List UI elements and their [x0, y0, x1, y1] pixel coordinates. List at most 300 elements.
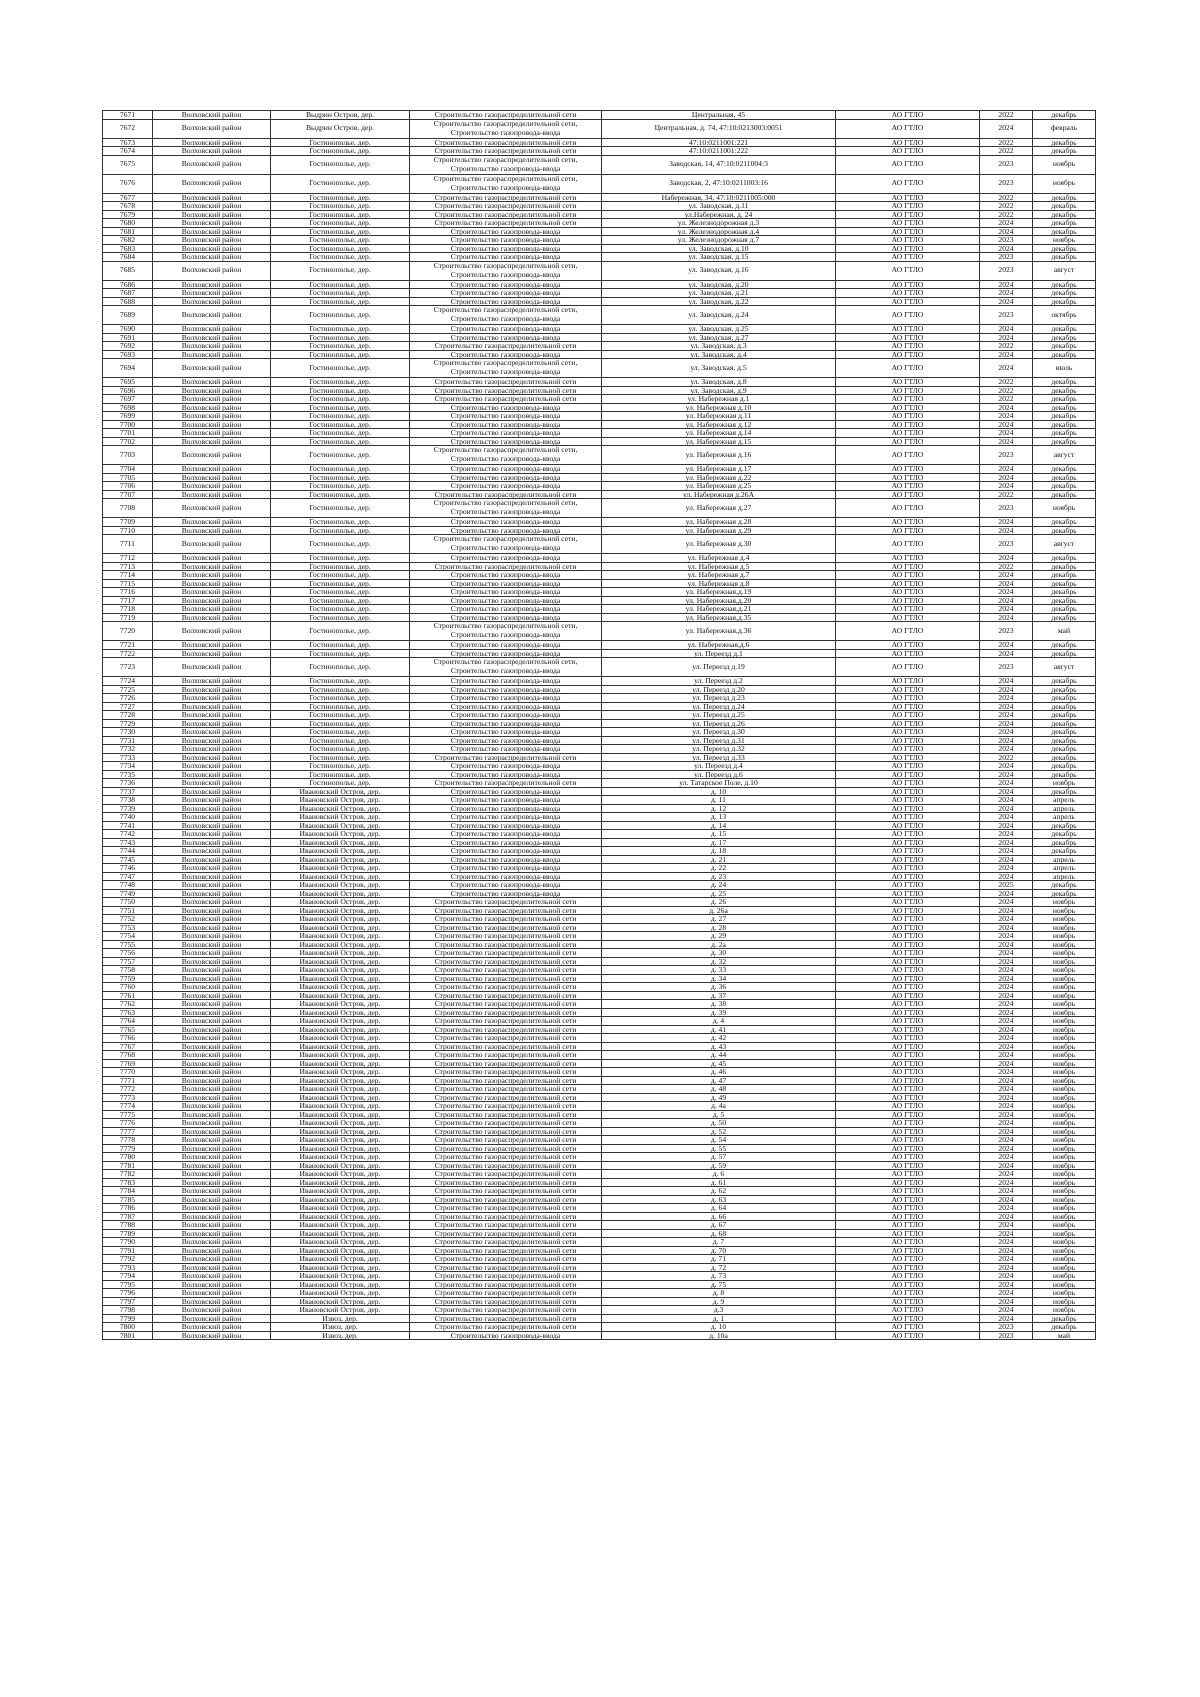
- address-cell: ул. Заводская, д.15: [602, 253, 836, 262]
- settlement-cell: Гостинополье, дер.: [271, 403, 410, 412]
- district-cell: Волховский район: [153, 949, 271, 958]
- month-cell: ноябрь: [1033, 1136, 1096, 1145]
- address-cell: ул. Заводская, д.9: [602, 386, 836, 395]
- month-cell: апрель: [1033, 872, 1096, 881]
- table-row: [103, 1161, 1096, 1170]
- row-number-cell: 7687: [103, 289, 153, 298]
- address-cell: ул. Переезд д.33: [602, 753, 836, 762]
- row-number-cell: 7690: [103, 325, 153, 334]
- work-type-cell: Строительство газораспределительной сети, Строительство газопровода-ввода: [410, 261, 602, 280]
- contractor-cell: АО ГТЛО: [836, 728, 980, 737]
- year-cell: 2024: [980, 1025, 1033, 1034]
- month-cell: август: [1033, 446, 1096, 465]
- contractor-cell: АО ГТЛО: [836, 1238, 980, 1247]
- contractor-cell: АО ГТЛО: [836, 1136, 980, 1145]
- month-cell: декабрь: [1033, 1314, 1096, 1323]
- contractor-cell: АО ГТЛО: [836, 526, 980, 535]
- district-cell: Волховский район: [153, 1178, 271, 1187]
- district-cell: Волховский район: [153, 1144, 271, 1153]
- district-cell: Волховский район: [153, 1314, 271, 1323]
- district-cell: Волховский район: [153, 1042, 271, 1051]
- month-cell: ноябрь: [1033, 1110, 1096, 1119]
- row-number-cell: 7768: [103, 1051, 153, 1060]
- district-cell: Волховский район: [153, 1187, 271, 1196]
- table-row: [103, 378, 1096, 387]
- work-type-cell: Строительство газораспределительной сети: [410, 138, 602, 147]
- table-row: [103, 111, 1096, 120]
- address-cell: д. 36: [602, 983, 836, 992]
- district-cell: Волховский район: [153, 535, 271, 554]
- table-row: [103, 244, 1096, 253]
- month-cell: декабрь: [1033, 685, 1096, 694]
- settlement-cell: Гостинополье, дер.: [271, 395, 410, 404]
- district-cell: Волховский район: [153, 898, 271, 907]
- year-cell: 2024: [980, 1255, 1033, 1264]
- contractor-cell: АО ГТЛО: [836, 719, 980, 728]
- month-cell: апрель: [1033, 864, 1096, 873]
- contractor-cell: АО ГТЛО: [836, 694, 980, 703]
- row-number-cell: 7781: [103, 1161, 153, 1170]
- district-cell: Волховский район: [153, 1204, 271, 1213]
- contractor-cell: АО ГТЛО: [836, 535, 980, 554]
- settlement-cell: Ивановский Остров, дер.: [271, 949, 410, 958]
- month-cell: ноябрь: [1033, 1127, 1096, 1136]
- row-number-cell: 7708: [103, 499, 153, 518]
- month-cell: декабрь: [1033, 342, 1096, 351]
- address-cell: ул. Переезд д.31: [602, 736, 836, 745]
- table-row: [103, 482, 1096, 491]
- contractor-cell: АО ГТЛО: [836, 1034, 980, 1043]
- table-row: [103, 403, 1096, 412]
- month-cell: декабрь: [1033, 210, 1096, 219]
- year-cell: 2024: [980, 838, 1033, 847]
- address-cell: д. 73: [602, 1272, 836, 1281]
- contractor-cell: АО ГТЛО: [836, 1289, 980, 1298]
- address-cell: д. 4: [602, 1017, 836, 1026]
- work-type-cell: Строительство газопровода-ввода: [410, 333, 602, 342]
- contractor-cell: АО ГТЛО: [836, 202, 980, 211]
- year-cell: 2024: [980, 1127, 1033, 1136]
- contractor-cell: АО ГТЛО: [836, 350, 980, 359]
- month-cell: ноябрь: [1033, 898, 1096, 907]
- address-cell: 47:10:0211001:222: [602, 147, 836, 156]
- month-cell: декабрь: [1033, 762, 1096, 771]
- year-cell: 2024: [980, 280, 1033, 289]
- year-cell: 2022: [980, 138, 1033, 147]
- settlement-cell: Гостинополье, дер.: [271, 227, 410, 236]
- month-cell: декабрь: [1033, 847, 1096, 856]
- work-type-cell: Строительство газораспределительной сети: [410, 983, 602, 992]
- table-row: [103, 787, 1096, 796]
- work-type-cell: Строительство газораспределительной сети: [410, 219, 602, 228]
- address-cell: ул. Заводская, д.5: [602, 359, 836, 378]
- row-number-cell: 7706: [103, 482, 153, 491]
- month-cell: декабрь: [1033, 711, 1096, 720]
- work-type-cell: Строительство газопровода-ввода: [410, 694, 602, 703]
- table-row: [103, 465, 1096, 474]
- contractor-cell: АО ГТЛО: [836, 236, 980, 245]
- year-cell: 2024: [980, 694, 1033, 703]
- contractor-cell: АО ГТЛО: [836, 473, 980, 482]
- address-cell: д. 55: [602, 1144, 836, 1153]
- work-type-cell: Строительство газопровода-ввода: [410, 711, 602, 720]
- row-number-cell: 7767: [103, 1042, 153, 1051]
- settlement-cell: Ивановский Остров, дер.: [271, 1119, 410, 1128]
- address-cell: д. 49: [602, 1093, 836, 1102]
- settlement-cell: Ивановский Остров, дер.: [271, 830, 410, 839]
- work-type-cell: Строительство газораспределительной сети: [410, 1034, 602, 1043]
- contractor-cell: АО ГТЛО: [836, 821, 980, 830]
- month-cell: август: [1033, 658, 1096, 677]
- address-cell: д.3: [602, 1306, 836, 1315]
- work-type-cell: Строительство газопровода-ввода: [410, 649, 602, 658]
- table-row: [103, 728, 1096, 737]
- settlement-cell: Гостинополье, дер.: [271, 202, 410, 211]
- work-type-cell: Строительство газораспределительной сети: [410, 1306, 602, 1315]
- work-type-cell: Строительство газопровода-ввода: [410, 420, 602, 429]
- district-cell: Волховский район: [153, 499, 271, 518]
- settlement-cell: Ивановский Остров, дер.: [271, 847, 410, 856]
- work-type-cell: Строительство газопровода-ввода: [410, 821, 602, 830]
- district-cell: Волховский район: [153, 983, 271, 992]
- month-cell: апрель: [1033, 796, 1096, 805]
- row-number-cell: 7695: [103, 378, 153, 387]
- district-cell: Волховский район: [153, 838, 271, 847]
- district-cell: Волховский район: [153, 779, 271, 788]
- district-cell: Волховский район: [153, 280, 271, 289]
- contractor-cell: АО ГТЛО: [836, 804, 980, 813]
- address-cell: д. 68: [602, 1229, 836, 1238]
- district-cell: Волховский район: [153, 991, 271, 1000]
- month-cell: ноябрь: [1033, 1272, 1096, 1281]
- contractor-cell: АО ГТЛО: [836, 155, 980, 174]
- table-row: [103, 386, 1096, 395]
- table-row: [103, 579, 1096, 588]
- month-cell: декабрь: [1033, 420, 1096, 429]
- district-cell: Волховский район: [153, 306, 271, 325]
- settlement-cell: Гостинополье, дер.: [271, 694, 410, 703]
- settlement-cell: Ивановский Остров, дер.: [271, 966, 410, 975]
- district-cell: Волховский район: [153, 770, 271, 779]
- table-row: [103, 804, 1096, 813]
- address-cell: ул. Татарское Поле, д.10: [602, 779, 836, 788]
- address-cell: д. 10: [602, 787, 836, 796]
- row-number-cell: 7717: [103, 596, 153, 605]
- work-type-cell: Строительство газопровода-ввода: [410, 473, 602, 482]
- settlement-cell: Гостинополье, дер.: [271, 711, 410, 720]
- contractor-cell: АО ГТЛО: [836, 333, 980, 342]
- month-cell: ноябрь: [1033, 1008, 1096, 1017]
- work-type-cell: Строительство газораспределительной сети: [410, 490, 602, 499]
- district-cell: Волховский район: [153, 605, 271, 614]
- address-cell: д. 44: [602, 1051, 836, 1060]
- table-row: [103, 490, 1096, 499]
- contractor-cell: АО ГТЛО: [836, 753, 980, 762]
- settlement-cell: Ивановский Остров, дер.: [271, 1017, 410, 1026]
- month-cell: май: [1033, 622, 1096, 641]
- address-cell: ул. Заводская, д.4: [602, 350, 836, 359]
- month-cell: декабрь: [1033, 289, 1096, 298]
- district-cell: Волховский район: [153, 562, 271, 571]
- year-cell: 2024: [980, 420, 1033, 429]
- district-cell: Волховский район: [153, 526, 271, 535]
- settlement-cell: Гостинополье, дер.: [271, 562, 410, 571]
- table-row: [103, 596, 1096, 605]
- district-cell: Волховский район: [153, 473, 271, 482]
- settlement-cell: Гостинополье, дер.: [271, 306, 410, 325]
- work-type-cell: Строительство газораспределительной сети: [410, 111, 602, 120]
- district-cell: Волховский район: [153, 342, 271, 351]
- address-cell: д. 67: [602, 1221, 836, 1230]
- table-row: [103, 155, 1096, 174]
- row-number-cell: 7711: [103, 535, 153, 554]
- work-type-cell: Строительство газопровода-ввода: [410, 280, 602, 289]
- work-type-cell: Строительство газопровода-ввода: [410, 838, 602, 847]
- year-cell: 2024: [980, 1093, 1033, 1102]
- contractor-cell: АО ГТЛО: [836, 261, 980, 280]
- settlement-cell: Ивановский Остров, дер.: [271, 881, 410, 890]
- address-cell: д. 5: [602, 1110, 836, 1119]
- table-row: [103, 1221, 1096, 1230]
- work-type-cell: Строительство газораспределительной сети: [410, 923, 602, 932]
- settlement-cell: Ивановский Остров, дер.: [271, 1034, 410, 1043]
- year-cell: 2024: [980, 762, 1033, 771]
- table-row: [103, 1008, 1096, 1017]
- address-cell: д. 10: [602, 1323, 836, 1332]
- contractor-cell: АО ГТЛО: [836, 855, 980, 864]
- year-cell: 2023: [980, 236, 1033, 245]
- work-type-cell: Строительство газораспределительной сети: [410, 1008, 602, 1017]
- settlement-cell: Ивановский Остров, дер.: [271, 957, 410, 966]
- table-row: [103, 350, 1096, 359]
- row-number-cell: 7728: [103, 711, 153, 720]
- contractor-cell: АО ГТЛО: [836, 1195, 980, 1204]
- year-cell: 2024: [980, 1161, 1033, 1170]
- year-cell: 2024: [980, 677, 1033, 686]
- district-cell: Волховский район: [153, 915, 271, 924]
- month-cell: ноябрь: [1033, 915, 1096, 924]
- month-cell: ноябрь: [1033, 949, 1096, 958]
- settlement-cell: Ивановский Остров, дер.: [271, 1051, 410, 1060]
- row-number-cell: 7778: [103, 1136, 153, 1145]
- table-row: [103, 1059, 1096, 1068]
- row-number-cell: 7772: [103, 1085, 153, 1094]
- settlement-cell: Ивановский Остров, дер.: [271, 796, 410, 805]
- address-cell: д. 39: [602, 1008, 836, 1017]
- month-cell: август: [1033, 261, 1096, 280]
- district-cell: Волховский район: [153, 847, 271, 856]
- district-cell: Волховский район: [153, 1272, 271, 1281]
- address-cell: ул. Набережная д.30: [602, 535, 836, 554]
- row-number-cell: 7727: [103, 702, 153, 711]
- district-cell: Волховский район: [153, 932, 271, 941]
- row-number-cell: 7799: [103, 1314, 153, 1323]
- district-cell: Волховский район: [153, 210, 271, 219]
- contractor-cell: АО ГТЛО: [836, 1059, 980, 1068]
- address-cell: д. 17: [602, 838, 836, 847]
- row-number-cell: 7688: [103, 297, 153, 306]
- settlement-cell: Ивановский Остров, дер.: [271, 940, 410, 949]
- row-number-cell: 7797: [103, 1297, 153, 1306]
- address-cell: ул. Переезд д.25: [602, 711, 836, 720]
- row-number-cell: 7729: [103, 719, 153, 728]
- month-cell: декабрь: [1033, 745, 1096, 754]
- table-row: [103, 554, 1096, 563]
- work-type-cell: Строительство газораспределительной сети: [410, 1212, 602, 1221]
- month-cell: декабрь: [1033, 830, 1096, 839]
- table-row: [103, 983, 1096, 992]
- work-type-cell: Строительство газораспределительной сети, Строительство газопровода-ввода: [410, 499, 602, 518]
- month-cell: ноябрь: [1033, 991, 1096, 1000]
- address-cell: д. 72: [602, 1263, 836, 1272]
- work-type-cell: Строительство газопровода-ввода: [410, 350, 602, 359]
- table-row: [103, 613, 1096, 622]
- row-number-cell: 7749: [103, 889, 153, 898]
- year-cell: 2024: [980, 1272, 1033, 1281]
- contractor-cell: АО ГТЛО: [836, 622, 980, 641]
- settlement-cell: Ивановский Остров, дер.: [271, 932, 410, 941]
- month-cell: ноябрь: [1033, 1229, 1096, 1238]
- address-cell: ул. Заводская, д.3: [602, 342, 836, 351]
- table-row: [103, 1204, 1096, 1213]
- address-cell: д. 38: [602, 1000, 836, 1009]
- settlement-cell: Гостинополье, дер.: [271, 728, 410, 737]
- contractor-cell: АО ГТЛО: [836, 1212, 980, 1221]
- district-cell: Волховский район: [153, 1000, 271, 1009]
- year-cell: 2024: [980, 872, 1033, 881]
- month-cell: август: [1033, 535, 1096, 554]
- month-cell: ноябрь: [1033, 974, 1096, 983]
- district-cell: Волховский район: [153, 1195, 271, 1204]
- row-number-cell: 7672: [103, 119, 153, 138]
- district-cell: Волховский район: [153, 147, 271, 156]
- month-cell: декабрь: [1033, 350, 1096, 359]
- table-row: [103, 1170, 1096, 1179]
- address-cell: д. 26а: [602, 906, 836, 915]
- month-cell: ноябрь: [1033, 1059, 1096, 1068]
- address-cell: ул. Переезд д.24: [602, 702, 836, 711]
- district-cell: Волховский район: [153, 1017, 271, 1026]
- address-cell: ул. Переезд д.30: [602, 728, 836, 737]
- work-type-cell: Строительство газораспределительной сети: [410, 1085, 602, 1094]
- table-row: [103, 412, 1096, 421]
- contractor-cell: АО ГТЛО: [836, 974, 980, 983]
- settlement-cell: Гостинополье, дер.: [271, 333, 410, 342]
- row-number-cell: 7684: [103, 253, 153, 262]
- month-cell: декабрь: [1033, 482, 1096, 491]
- settlement-cell: Гостинополье, дер.: [271, 325, 410, 334]
- district-cell: Волховский район: [153, 1110, 271, 1119]
- table-row: [103, 227, 1096, 236]
- settlement-cell: Гостинополье, дер.: [271, 473, 410, 482]
- settlement-cell: Ивановский Остров, дер.: [271, 813, 410, 822]
- settlement-cell: Ивановский Остров, дер.: [271, 991, 410, 1000]
- month-cell: ноябрь: [1033, 932, 1096, 941]
- contractor-cell: АО ГТЛО: [836, 898, 980, 907]
- table-row: [103, 297, 1096, 306]
- contractor-cell: АО ГТЛО: [836, 830, 980, 839]
- table-row: [103, 174, 1096, 193]
- year-cell: 2024: [980, 915, 1033, 924]
- table-row: [103, 872, 1096, 881]
- month-cell: декабрь: [1033, 219, 1096, 228]
- year-cell: 2023: [980, 535, 1033, 554]
- address-cell: ул. Заводская, д.11: [602, 202, 836, 211]
- row-number-cell: 7699: [103, 412, 153, 421]
- table-row: [103, 535, 1096, 554]
- settlement-cell: Гостинополье, дер.: [271, 613, 410, 622]
- contractor-cell: АО ГТЛО: [836, 881, 980, 890]
- address-cell: ул. Железнодорожная д.4: [602, 227, 836, 236]
- year-cell: 2024: [980, 1076, 1033, 1085]
- work-type-cell: Строительство газопровода-ввода: [410, 571, 602, 580]
- address-cell: д. 15: [602, 830, 836, 839]
- month-cell: декабрь: [1033, 253, 1096, 262]
- settlement-cell: Ивановский Остров, дер.: [271, 1212, 410, 1221]
- work-type-cell: Строительство газопровода-ввода: [410, 787, 602, 796]
- work-type-cell: Строительство газораспределительной сети: [410, 1289, 602, 1298]
- year-cell: 2024: [980, 1119, 1033, 1128]
- row-number-cell: 7754: [103, 932, 153, 941]
- table-row: [103, 685, 1096, 694]
- table-row: [103, 641, 1096, 650]
- contractor-cell: АО ГТЛО: [836, 446, 980, 465]
- district-cell: Волховский район: [153, 1161, 271, 1170]
- year-cell: 2024: [980, 1212, 1033, 1221]
- table-row: [103, 1289, 1096, 1298]
- contractor-cell: АО ГТЛО: [836, 779, 980, 788]
- address-cell: ул. Набережная д.27: [602, 499, 836, 518]
- year-cell: 2024: [980, 1059, 1033, 1068]
- settlement-cell: Ивановский Остров, дер.: [271, 1272, 410, 1281]
- month-cell: декабрь: [1033, 429, 1096, 438]
- year-cell: 2024: [980, 719, 1033, 728]
- month-cell: ноябрь: [1033, 1042, 1096, 1051]
- year-cell: 2024: [980, 906, 1033, 915]
- work-type-cell: Строительство газораспределительной сети: [410, 991, 602, 1000]
- settlement-cell: Ивановский Остров, дер.: [271, 889, 410, 898]
- month-cell: ноябрь: [1033, 499, 1096, 518]
- contractor-cell: АО ГТЛО: [836, 957, 980, 966]
- year-cell: 2023: [980, 658, 1033, 677]
- row-number-cell: 7678: [103, 202, 153, 211]
- district-cell: Волховский район: [153, 1076, 271, 1085]
- work-type-cell: Строительство газопровода-ввода: [410, 677, 602, 686]
- table-row: [103, 1323, 1096, 1332]
- year-cell: 2024: [980, 1297, 1033, 1306]
- row-number-cell: 7800: [103, 1323, 153, 1332]
- district-cell: Волховский район: [153, 571, 271, 580]
- table-row: [103, 658, 1096, 677]
- settlement-cell: Ивановский Остров, дер.: [271, 1238, 410, 1247]
- contractor-cell: АО ГТЛО: [836, 605, 980, 614]
- row-number-cell: 7788: [103, 1221, 153, 1230]
- district-cell: Волховский район: [153, 821, 271, 830]
- address-cell: д. 43: [602, 1042, 836, 1051]
- settlement-cell: Гостинополье, дер.: [271, 359, 410, 378]
- address-cell: д. 59: [602, 1161, 836, 1170]
- row-number-cell: 7721: [103, 641, 153, 650]
- row-number-cell: 7720: [103, 622, 153, 641]
- address-cell: ул. Набережная д.8: [602, 579, 836, 588]
- row-number-cell: 7697: [103, 395, 153, 404]
- address-cell: д. 24: [602, 881, 836, 890]
- work-type-cell: Строительство газораспределительной сети: [410, 1263, 602, 1272]
- work-type-cell: Строительство газораспределительной сети: [410, 1170, 602, 1179]
- month-cell: ноябрь: [1033, 236, 1096, 245]
- table-row: [103, 210, 1096, 219]
- month-cell: ноябрь: [1033, 1051, 1096, 1060]
